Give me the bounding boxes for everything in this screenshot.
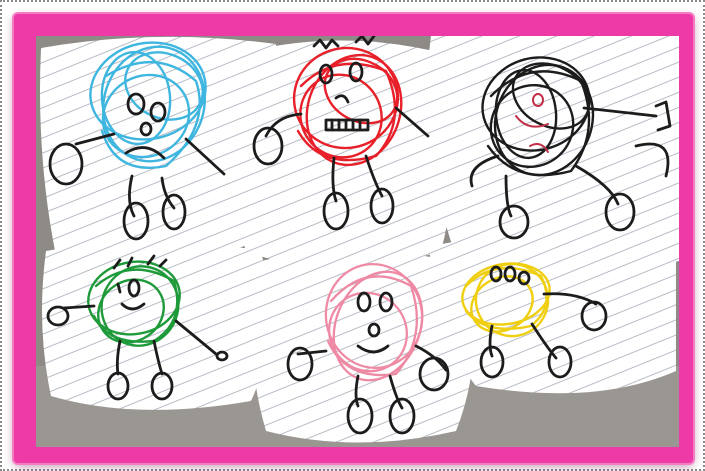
paper-cutout-yellow bbox=[429, 235, 676, 394]
photo bbox=[36, 36, 679, 447]
paper-cutout-green bbox=[42, 241, 269, 410]
photo-scene bbox=[36, 36, 679, 447]
